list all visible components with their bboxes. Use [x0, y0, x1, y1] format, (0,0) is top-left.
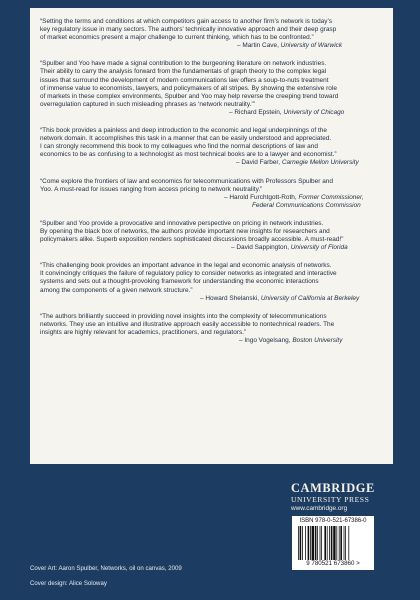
review-furchtgott-roth	[40, 178, 383, 210]
quote-line: “The authors brilliantly succeed in providing novel insights into the complexity of telecommunications	[40, 312, 327, 320]
reviewer-name: – David Farber,	[236, 159, 281, 167]
barcode-bar	[298, 526, 299, 560]
barcode-bar	[333, 526, 335, 560]
quote-line: “Setting the terms and conditions at which competitors gain access to another firm’s network is today’s	[40, 18, 333, 25]
barcode-bar	[320, 526, 321, 560]
review-attribution	[40, 159, 383, 167]
quote-line: of immense value to economists, lawyers, and policymakers of all stripes. By showing the extensive role	[40, 84, 337, 92]
quote-line: overregulation captured in such misleading phrases as ‘network neutrality.’”	[40, 100, 255, 108]
review-quote	[40, 178, 383, 194]
barcode-bar	[317, 526, 318, 560]
isbn-label: ISBN 978-0-521-67386-0	[299, 518, 367, 524]
publisher-logo	[291, 482, 375, 513]
barcode-bar	[310, 526, 311, 560]
barcode-bar	[324, 526, 326, 560]
quote-line: among the components of a given network structure.”	[40, 286, 193, 294]
review-attribution	[40, 109, 383, 117]
review-vogelsang	[40, 313, 383, 345]
barcode-bar	[302, 526, 303, 560]
reviewer-affiliation: University of California at Berkeley	[260, 294, 360, 302]
quote-line: “Come explore the frontiers of law and economics for telecommunications with Professors Spulber and	[40, 177, 333, 185]
reviews-panel	[30, 8, 393, 464]
quote-line: key regulatory issue in many sectors. The authors’ technically innovative approach and their deep grasp	[40, 26, 337, 34]
quote-line: “Spulber and Yoo provide a provocative and innovative perspective on pricing in network industries.	[40, 219, 324, 227]
reviewer-name: – Howard Shelanski,	[200, 294, 260, 302]
barcode-bar	[315, 526, 317, 560]
barcode	[292, 516, 374, 570]
quote-line: “This book provides a painless and deep introduction to the economic and legal underpinnings of the	[40, 127, 327, 135]
reviewer-affiliation: University of Warwick	[280, 42, 343, 50]
quote-line: networks. They use an intuitive and illustrative approach easily accessible to nontechnical readers. The	[40, 320, 335, 328]
review-epstein	[40, 60, 383, 117]
quote-line: Yoo. A must-read for issues ranging from access pricing to network neutrality.”	[40, 185, 263, 193]
quote-line: of market economics present a major challenge to current thinking, which has to be confronted.”	[40, 34, 314, 42]
barcode-bar	[344, 526, 345, 560]
review-sappington	[40, 220, 383, 252]
reviewer-affiliation: Former Commissioner,	[298, 193, 364, 201]
review-attribution	[40, 244, 383, 252]
reviewer-affiliation-line2: Federal Communications Commission	[252, 201, 361, 209]
barcode-bar	[321, 526, 322, 560]
barcode-bar	[336, 526, 337, 560]
cover-art-credit: Cover Art: Aaron Spulber, Networks, oil on canvas, 2009	[30, 565, 182, 572]
publisher-name: CAMBRIDGE	[291, 481, 375, 495]
review-quote	[40, 313, 383, 337]
reviewer-affiliation: Boston University	[292, 337, 343, 344]
quote-line: policymakers alike. Superb exposition renders sophisticated discussions broadly accessible. A must-read!”	[40, 236, 344, 244]
quote-line: By opening the black box of networks, the authors provide important new insights for researchers and	[40, 227, 330, 235]
reviewer-name: – David Sappington,	[231, 244, 289, 252]
review-quote	[40, 262, 383, 294]
barcode-bars	[298, 526, 368, 560]
review-attribution	[40, 295, 383, 303]
reviewer-name: – Ingo Vogelsang,	[239, 337, 291, 344]
reviewer-affiliation: University of Florida	[290, 244, 348, 252]
barcode-bar	[345, 526, 346, 560]
barcode-bar	[331, 526, 333, 560]
quote-line: “This challenging book provides an important advance in the legal and economic analysis of networks.	[40, 262, 332, 270]
barcode-bar	[329, 526, 330, 560]
quote-line: of markets in these complex environments, Spulber and Yoo may help reverse the creeping trend toward	[40, 92, 339, 100]
review-farber	[40, 127, 383, 167]
quote-line: It convincingly critiques the failure of regulatory policy to consider networks as integrated and interactive	[40, 270, 337, 278]
quote-line: economics to be as confusing to a technologist as most technical books are to a lawyer and economist.”	[40, 151, 337, 159]
barcode-bar	[327, 526, 328, 560]
publisher-subtitle: UNIVERSITY PRESS	[291, 495, 370, 504]
quote-line: Their ability to carry the analysis forward from the fundamentals of graph theory to the complex legal	[40, 68, 327, 76]
barcode-number: 9 780521 673860 >	[306, 560, 360, 567]
review-attribution	[40, 337, 383, 345]
barcode-bar	[312, 526, 314, 560]
barcode-bar	[300, 526, 302, 560]
review-quote	[40, 18, 383, 42]
reviewer-affiliation: University of Chicago	[283, 108, 345, 116]
review-quote	[40, 60, 383, 109]
review-attribution	[40, 42, 383, 50]
quote-line: I can strongly recommend this book to my colleagues who find the normal descriptions of law and	[40, 143, 318, 151]
quote-line: network domain. It accomplishes this task in a manner that can be easily understood and appreciated.	[40, 135, 332, 143]
review-attribution	[40, 194, 383, 202]
review-quote	[40, 127, 383, 159]
quote-line: issues that surround the development of modern communications law offers a soup-to-nuts treatment	[40, 76, 329, 84]
review-cave	[40, 18, 383, 50]
barcode-bar	[305, 526, 306, 560]
barcode-bar	[339, 526, 340, 560]
publisher-url: www.cambridge.org	[291, 505, 348, 512]
barcode-bar	[340, 526, 342, 560]
review-quote	[40, 220, 383, 244]
reviewer-name: – Harold Furchtgott-Roth,	[224, 193, 297, 201]
barcode-bar	[308, 526, 310, 560]
barcode-bar	[348, 526, 349, 560]
reviewer-name: – Richard Epstein,	[229, 108, 282, 116]
quote-line: systems and sets out a thought-provoking framework for understanding the economic interactions	[40, 278, 319, 286]
reviewer-affiliation: Carnegie Mellon University	[281, 159, 359, 167]
reviewer-name: – Martin Cave,	[237, 42, 279, 50]
review-shelanski	[40, 262, 383, 302]
quote-line: insights are highly relevant for academics, practitioners, and regulators.”	[40, 328, 247, 336]
cover-design-credit: Cover design: Alice Soloway	[30, 580, 107, 587]
quote-line: “Spulber and Yoo have made a signal contribution to the burgeoning literature on network industries.	[40, 60, 327, 68]
